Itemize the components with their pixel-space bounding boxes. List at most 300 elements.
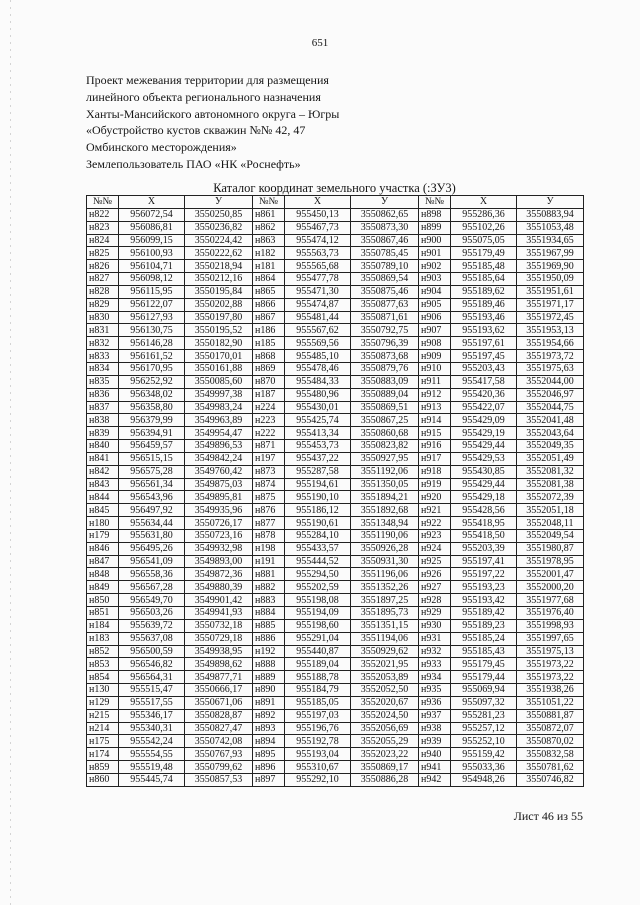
coord-y-cell: 3550729,18: [185, 632, 253, 645]
point-id-cell: н928: [419, 594, 451, 607]
coord-y-cell: 3552051,18: [517, 504, 584, 517]
coord-y-cell: 3552001,47: [517, 568, 584, 581]
table-row: [87, 542, 584, 555]
coord-y-cell: 3552056,69: [351, 722, 419, 735]
table-row: [87, 619, 584, 632]
coord-x-cell: 955450,13: [285, 208, 351, 221]
point-id-cell: н833: [87, 350, 119, 363]
coord-y-cell: 3550742,08: [185, 735, 253, 748]
table-row: [87, 722, 584, 735]
coord-y-cell: 3549880,39: [185, 581, 253, 594]
point-id-cell: н938: [419, 722, 451, 735]
point-id-cell: н873: [253, 465, 285, 478]
coord-y-cell: 3550870,02: [517, 735, 584, 748]
table-row: [87, 350, 584, 363]
coord-y-cell: 3550823,82: [351, 440, 419, 453]
point-id-cell: н906: [419, 311, 451, 324]
point-id-cell: н890: [253, 684, 285, 697]
coord-y-cell: 3550161,88: [185, 362, 253, 375]
coord-x-cell: 955637,08: [119, 632, 185, 645]
table-row: [87, 260, 584, 273]
coord-y-cell: 3550929,62: [351, 645, 419, 658]
point-id-cell: н222: [253, 427, 285, 440]
coord-y-cell: 3550879,76: [351, 362, 419, 375]
coord-x-cell: 956104,71: [119, 260, 185, 273]
coord-y-cell: 3552044,00: [517, 375, 584, 388]
coord-x-cell: 955429,53: [451, 452, 517, 465]
point-id-cell: н828: [87, 285, 119, 298]
coord-y-cell: 3551938,26: [517, 684, 584, 697]
table-row: [87, 491, 584, 504]
coord-x-cell: 955075,05: [451, 234, 517, 247]
coord-y-cell: 3551348,94: [351, 517, 419, 530]
point-id-cell: н224: [253, 401, 285, 414]
coord-y-cell: 3551190,06: [351, 529, 419, 542]
point-id-cell: н859: [87, 761, 119, 774]
table-row: [87, 337, 584, 350]
point-id-cell: н867: [253, 311, 285, 324]
coord-x-cell: 956115,95: [119, 285, 185, 298]
coord-x-cell: 955471,30: [285, 285, 351, 298]
coord-x-cell: 956086,81: [119, 221, 185, 234]
coord-y-cell: 3550873,30: [351, 221, 419, 234]
coord-y-cell: 3549938,95: [185, 645, 253, 658]
coord-x-cell: 955189,04: [285, 658, 351, 671]
point-id-cell: н899: [419, 221, 451, 234]
point-id-cell: н877: [253, 517, 285, 530]
coord-x-cell: 955422,07: [451, 401, 517, 414]
coord-x-cell: 955294,50: [285, 568, 351, 581]
point-id-cell: н197: [253, 452, 285, 465]
coord-x-cell: 955425,74: [285, 414, 351, 427]
point-id-cell: н864: [253, 273, 285, 286]
point-id-cell: н932: [419, 645, 451, 658]
table-row: [87, 478, 584, 491]
coord-x-cell: 955190,61: [285, 517, 351, 530]
point-id-cell: н891: [253, 696, 285, 709]
coord-y-cell: 3549898,62: [185, 658, 253, 671]
coord-y-cell: 3550170,01: [185, 350, 253, 363]
coord-x-cell: 955102,26: [451, 221, 517, 234]
table-row: [87, 465, 584, 478]
point-id-cell: н181: [253, 260, 285, 273]
coord-x-cell: 955198,60: [285, 619, 351, 632]
coord-x-cell: 955184,79: [285, 684, 351, 697]
point-id-cell: н871: [253, 440, 285, 453]
coord-y-cell: 3550926,28: [351, 542, 419, 555]
coord-x-cell: 956564,31: [119, 671, 185, 684]
point-id-cell: н923: [419, 529, 451, 542]
coord-x-cell: 956543,96: [119, 491, 185, 504]
table-row: [87, 234, 584, 247]
coord-x-cell: 955189,23: [451, 619, 517, 632]
table-row: [87, 529, 584, 542]
coord-y-cell: 3550827,47: [185, 722, 253, 735]
point-id-cell: н881: [253, 568, 285, 581]
coord-x-cell: 955193,23: [451, 581, 517, 594]
point-id-cell: н936: [419, 696, 451, 709]
coord-y-cell: 3550796,39: [351, 337, 419, 350]
coord-x-cell: 955179,45: [451, 658, 517, 671]
coord-y-cell: 3551973,22: [517, 658, 584, 671]
point-id-cell: н886: [253, 632, 285, 645]
coord-x-cell: 955417,58: [451, 375, 517, 388]
coord-x-cell: 955189,42: [451, 607, 517, 620]
coord-y-cell: 3550732,18: [185, 619, 253, 632]
coord-x-cell: 955340,31: [119, 722, 185, 735]
point-id-cell: н853: [87, 658, 119, 671]
coord-x-cell: 956394,91: [119, 427, 185, 440]
coord-y-cell: 3550767,93: [185, 748, 253, 761]
point-id-cell: н927: [419, 581, 451, 594]
coord-x-cell: 955202,59: [285, 581, 351, 594]
coord-x-cell: 955542,24: [119, 735, 185, 748]
coord-x-cell: 955429,44: [451, 478, 517, 491]
coord-y-cell: 3552020,67: [351, 696, 419, 709]
coord-y-cell: 3550877,63: [351, 298, 419, 311]
coord-y-cell: 3551972,45: [517, 311, 584, 324]
coord-y-cell: 3550197,80: [185, 311, 253, 324]
point-id-cell: н827: [87, 273, 119, 286]
coord-x-cell: 955185,43: [451, 645, 517, 658]
point-id-cell: н860: [87, 773, 119, 786]
point-id-cell: н888: [253, 658, 285, 671]
point-id-cell: н841: [87, 452, 119, 465]
point-id-cell: н912: [419, 388, 451, 401]
coord-x-cell: 955203,43: [451, 362, 517, 375]
table-row: [87, 285, 584, 298]
coord-x-cell: 955033,36: [451, 761, 517, 774]
table-row: [87, 208, 584, 221]
point-id-cell: н182: [253, 247, 285, 260]
coord-x-cell: 955474,12: [285, 234, 351, 247]
point-id-cell: н838: [87, 414, 119, 427]
coord-x-cell: 955185,64: [451, 273, 517, 286]
point-id-cell: н894: [253, 735, 285, 748]
point-id-cell: н179: [87, 529, 119, 542]
point-id-cell: н862: [253, 221, 285, 234]
coord-y-cell: 3549901,42: [185, 594, 253, 607]
coord-y-cell: 3551971,17: [517, 298, 584, 311]
point-id-cell: н897: [253, 773, 285, 786]
coord-y-cell: 3550746,82: [517, 773, 584, 786]
point-id-cell: н836: [87, 388, 119, 401]
coord-x-cell: 955437,22: [285, 452, 351, 465]
coord-x-cell: 955189,62: [451, 285, 517, 298]
point-id-cell: н939: [419, 735, 451, 748]
point-id-cell: н850: [87, 594, 119, 607]
coord-x-cell: 955198,08: [285, 594, 351, 607]
coord-x-cell: 955484,33: [285, 375, 351, 388]
coord-x-cell: 955428,56: [451, 504, 517, 517]
table-row: [87, 761, 584, 774]
table-body: [87, 208, 584, 786]
coord-x-cell: 955193,46: [451, 311, 517, 324]
point-id-cell: н919: [419, 478, 451, 491]
coord-y-cell: 3552046,97: [517, 388, 584, 401]
point-id-cell: н935: [419, 684, 451, 697]
coord-x-cell: 955563,73: [285, 247, 351, 260]
coord-x-cell: 955429,44: [451, 440, 517, 453]
point-id-cell: н848: [87, 568, 119, 581]
coord-y-cell: 3550871,61: [351, 311, 419, 324]
table-row: [87, 568, 584, 581]
coord-y-cell: 3549963,89: [185, 414, 253, 427]
coord-x-cell: 955478,46: [285, 362, 351, 375]
point-id-cell: н180: [87, 517, 119, 530]
point-id-cell: н191: [253, 555, 285, 568]
point-id-cell: н889: [253, 671, 285, 684]
coord-y-cell: 3550889,04: [351, 388, 419, 401]
point-id-cell: н185: [253, 337, 285, 350]
coord-y-cell: 3550869,54: [351, 273, 419, 286]
point-id-cell: н920: [419, 491, 451, 504]
coord-x-cell: 955639,72: [119, 619, 185, 632]
coord-y-cell: 3550218,94: [185, 260, 253, 273]
coord-y-cell: 3550862,65: [351, 208, 419, 221]
coord-y-cell: 3549875,03: [185, 478, 253, 491]
coord-x-cell: 955193,04: [285, 748, 351, 761]
coord-x-cell: 955467,73: [285, 221, 351, 234]
point-id-cell: н876: [253, 504, 285, 517]
point-id-cell: н941: [419, 761, 451, 774]
point-id-cell: н175: [87, 735, 119, 748]
point-id-cell: н902: [419, 260, 451, 273]
coord-x-cell: 956100,93: [119, 247, 185, 260]
point-id-cell: н215: [87, 709, 119, 722]
table-row: [87, 645, 584, 658]
coord-y-cell: 3550250,85: [185, 208, 253, 221]
coord-x-cell: 955634,44: [119, 517, 185, 530]
point-id-cell: н910: [419, 362, 451, 375]
page-edge: [10, 0, 11, 905]
coord-x-cell: 956497,92: [119, 504, 185, 517]
coord-x-cell: 955480,96: [285, 388, 351, 401]
coord-x-cell: 955481,44: [285, 311, 351, 324]
point-id-cell: н832: [87, 337, 119, 350]
point-id-cell: н823: [87, 221, 119, 234]
column-header: X: [285, 196, 351, 209]
coord-y-cell: 3550085,60: [185, 375, 253, 388]
coord-x-cell: 955159,42: [451, 748, 517, 761]
coord-x-cell: 956575,28: [119, 465, 185, 478]
coord-y-cell: 3551950,09: [517, 273, 584, 286]
table-row: [87, 311, 584, 324]
coord-x-cell: 955284,10: [285, 529, 351, 542]
coord-x-cell: 956541,09: [119, 555, 185, 568]
column-header: №№: [253, 196, 285, 209]
coord-y-cell: 3549872,36: [185, 568, 253, 581]
coord-y-cell: 3550832,58: [517, 748, 584, 761]
point-id-cell: н834: [87, 362, 119, 375]
table-row: [87, 594, 584, 607]
point-id-cell: н913: [419, 401, 451, 414]
coord-x-cell: 955185,24: [451, 632, 517, 645]
coord-y-cell: 3549932,98: [185, 542, 253, 555]
coord-y-cell: 3551976,40: [517, 607, 584, 620]
point-id-cell: н826: [87, 260, 119, 273]
coord-x-cell: 955197,41: [451, 555, 517, 568]
coord-y-cell: 3552044,75: [517, 401, 584, 414]
coord-y-cell: 3550723,16: [185, 529, 253, 542]
point-id-cell: н885: [253, 619, 285, 632]
table-row: [87, 298, 584, 311]
coord-y-cell: 3550927,95: [351, 452, 419, 465]
coord-x-cell: 955286,36: [451, 208, 517, 221]
coord-y-cell: 3550799,62: [185, 761, 253, 774]
coord-x-cell: 955430,01: [285, 401, 351, 414]
coord-y-cell: 3549760,42: [185, 465, 253, 478]
coord-y-cell: 3551053,48: [517, 221, 584, 234]
table-row: [87, 658, 584, 671]
header-line: Проект межевания территории для размещения: [86, 73, 329, 87]
table-row: [87, 684, 584, 697]
coord-y-cell: 3551196,06: [351, 568, 419, 581]
coord-y-cell: 3550857,53: [185, 773, 253, 786]
point-id-cell: н905: [419, 298, 451, 311]
coord-x-cell: 956130,75: [119, 324, 185, 337]
coord-y-cell: 3549954,47: [185, 427, 253, 440]
point-id-cell: н898: [419, 208, 451, 221]
coord-x-cell: 956379,99: [119, 414, 185, 427]
point-id-cell: н915: [419, 427, 451, 440]
coord-x-cell: 956549,70: [119, 594, 185, 607]
coord-x-cell: 954948,26: [451, 773, 517, 786]
point-id-cell: н875: [253, 491, 285, 504]
coord-y-cell: 3552053,89: [351, 671, 419, 684]
coord-y-cell: 3551192,06: [351, 465, 419, 478]
coord-x-cell: 955185,48: [451, 260, 517, 273]
coord-y-cell: 3551051,22: [517, 696, 584, 709]
coord-y-cell: 3552081,32: [517, 465, 584, 478]
point-id-cell: н914: [419, 414, 451, 427]
table-row: [87, 388, 584, 401]
point-id-cell: н837: [87, 401, 119, 414]
coord-y-cell: 3550872,07: [517, 722, 584, 735]
coord-y-cell: 3552052,50: [351, 684, 419, 697]
table-header-row: [87, 196, 584, 209]
point-id-cell: н933: [419, 658, 451, 671]
coord-x-cell: 956561,34: [119, 478, 185, 491]
point-id-cell: н842: [87, 465, 119, 478]
table-row: [87, 607, 584, 620]
coord-y-cell: 3549983,24: [185, 401, 253, 414]
coord-y-cell: 3550867,46: [351, 234, 419, 247]
table-row: [87, 452, 584, 465]
coord-y-cell: 3552024,50: [351, 709, 419, 722]
coord-x-cell: 955310,67: [285, 761, 351, 774]
table-caption: Каталог координат земельного участка (:ЗУ3): [213, 181, 456, 195]
point-id-cell: н844: [87, 491, 119, 504]
coord-x-cell: 956546,82: [119, 658, 185, 671]
table-row: [87, 427, 584, 440]
point-id-cell: н847: [87, 555, 119, 568]
coord-y-cell: 3551977,68: [517, 594, 584, 607]
coord-x-cell: 955194,09: [285, 607, 351, 620]
coord-y-cell: 3551897,25: [351, 594, 419, 607]
coord-x-cell: 956170,95: [119, 362, 185, 375]
point-id-cell: н896: [253, 761, 285, 774]
coord-y-cell: 3550860,68: [351, 427, 419, 440]
point-id-cell: н846: [87, 542, 119, 555]
point-id-cell: н843: [87, 478, 119, 491]
coord-x-cell: 955485,10: [285, 350, 351, 363]
table-row: [87, 221, 584, 234]
table-row: [87, 773, 584, 786]
coord-x-cell: 955197,03: [285, 709, 351, 722]
header-line: Ханты-Мансийского автономного округа – Югры: [86, 106, 340, 121]
coord-y-cell: 3551892,68: [351, 504, 419, 517]
coord-x-cell: 956459,57: [119, 440, 185, 453]
table-row: [87, 440, 584, 453]
table-row: [87, 735, 584, 748]
table-row: [87, 696, 584, 709]
point-id-cell: н839: [87, 427, 119, 440]
coord-y-cell: 3551894,21: [351, 491, 419, 504]
coord-x-cell: 956358,80: [119, 401, 185, 414]
coord-y-cell: 3550883,09: [351, 375, 419, 388]
coord-x-cell: 955196,76: [285, 722, 351, 735]
point-id-cell: н825: [87, 247, 119, 260]
coord-y-cell: 3552043,64: [517, 427, 584, 440]
point-id-cell: н883: [253, 594, 285, 607]
coord-x-cell: 956495,26: [119, 542, 185, 555]
coord-y-cell: 3552000,20: [517, 581, 584, 594]
point-id-cell: н851: [87, 607, 119, 620]
point-id-cell: н918: [419, 465, 451, 478]
coord-y-cell: 3552041,48: [517, 414, 584, 427]
point-id-cell: н901: [419, 247, 451, 260]
header-line: Омбинского месторождения»: [86, 140, 237, 155]
coord-y-cell: 3549877,71: [185, 671, 253, 684]
point-id-cell: н186: [253, 324, 285, 337]
coord-x-cell: 955193,42: [451, 594, 517, 607]
point-id-cell: н884: [253, 607, 285, 620]
coord-y-cell: 3550182,90: [185, 337, 253, 350]
point-id-cell: н878: [253, 529, 285, 542]
coord-x-cell: 955418,95: [451, 517, 517, 530]
coord-y-cell: 3551975,13: [517, 645, 584, 658]
point-id-cell: н854: [87, 671, 119, 684]
coord-y-cell: 3550781,62: [517, 761, 584, 774]
point-id-cell: н903: [419, 273, 451, 286]
coord-x-cell: 955197,22: [451, 568, 517, 581]
coord-x-cell: 955420,36: [451, 388, 517, 401]
point-id-cell: н924: [419, 542, 451, 555]
coord-x-cell: 955418,50: [451, 529, 517, 542]
coord-x-cell: 955252,10: [451, 735, 517, 748]
coord-y-cell: 3551975,63: [517, 362, 584, 375]
coord-y-cell: 3550195,84: [185, 285, 253, 298]
point-id-cell: н922: [419, 517, 451, 530]
point-id-cell: н882: [253, 581, 285, 594]
coord-x-cell: 956127,93: [119, 311, 185, 324]
table-row: [87, 414, 584, 427]
coord-y-cell: 3549941,93: [185, 607, 253, 620]
coord-y-cell: 3550671,06: [185, 696, 253, 709]
coord-y-cell: 3549935,96: [185, 504, 253, 517]
coord-x-cell: 955192,78: [285, 735, 351, 748]
coord-y-cell: 3551352,26: [351, 581, 419, 594]
coord-x-cell: 955291,04: [285, 632, 351, 645]
point-id-cell: н868: [253, 350, 285, 363]
coord-y-cell: 3550869,51: [351, 401, 419, 414]
coord-x-cell: 956146,28: [119, 337, 185, 350]
point-id-cell: н129: [87, 696, 119, 709]
coord-y-cell: 3550883,94: [517, 208, 584, 221]
point-id-cell: н942: [419, 773, 451, 786]
coord-x-cell: 955554,55: [119, 748, 185, 761]
